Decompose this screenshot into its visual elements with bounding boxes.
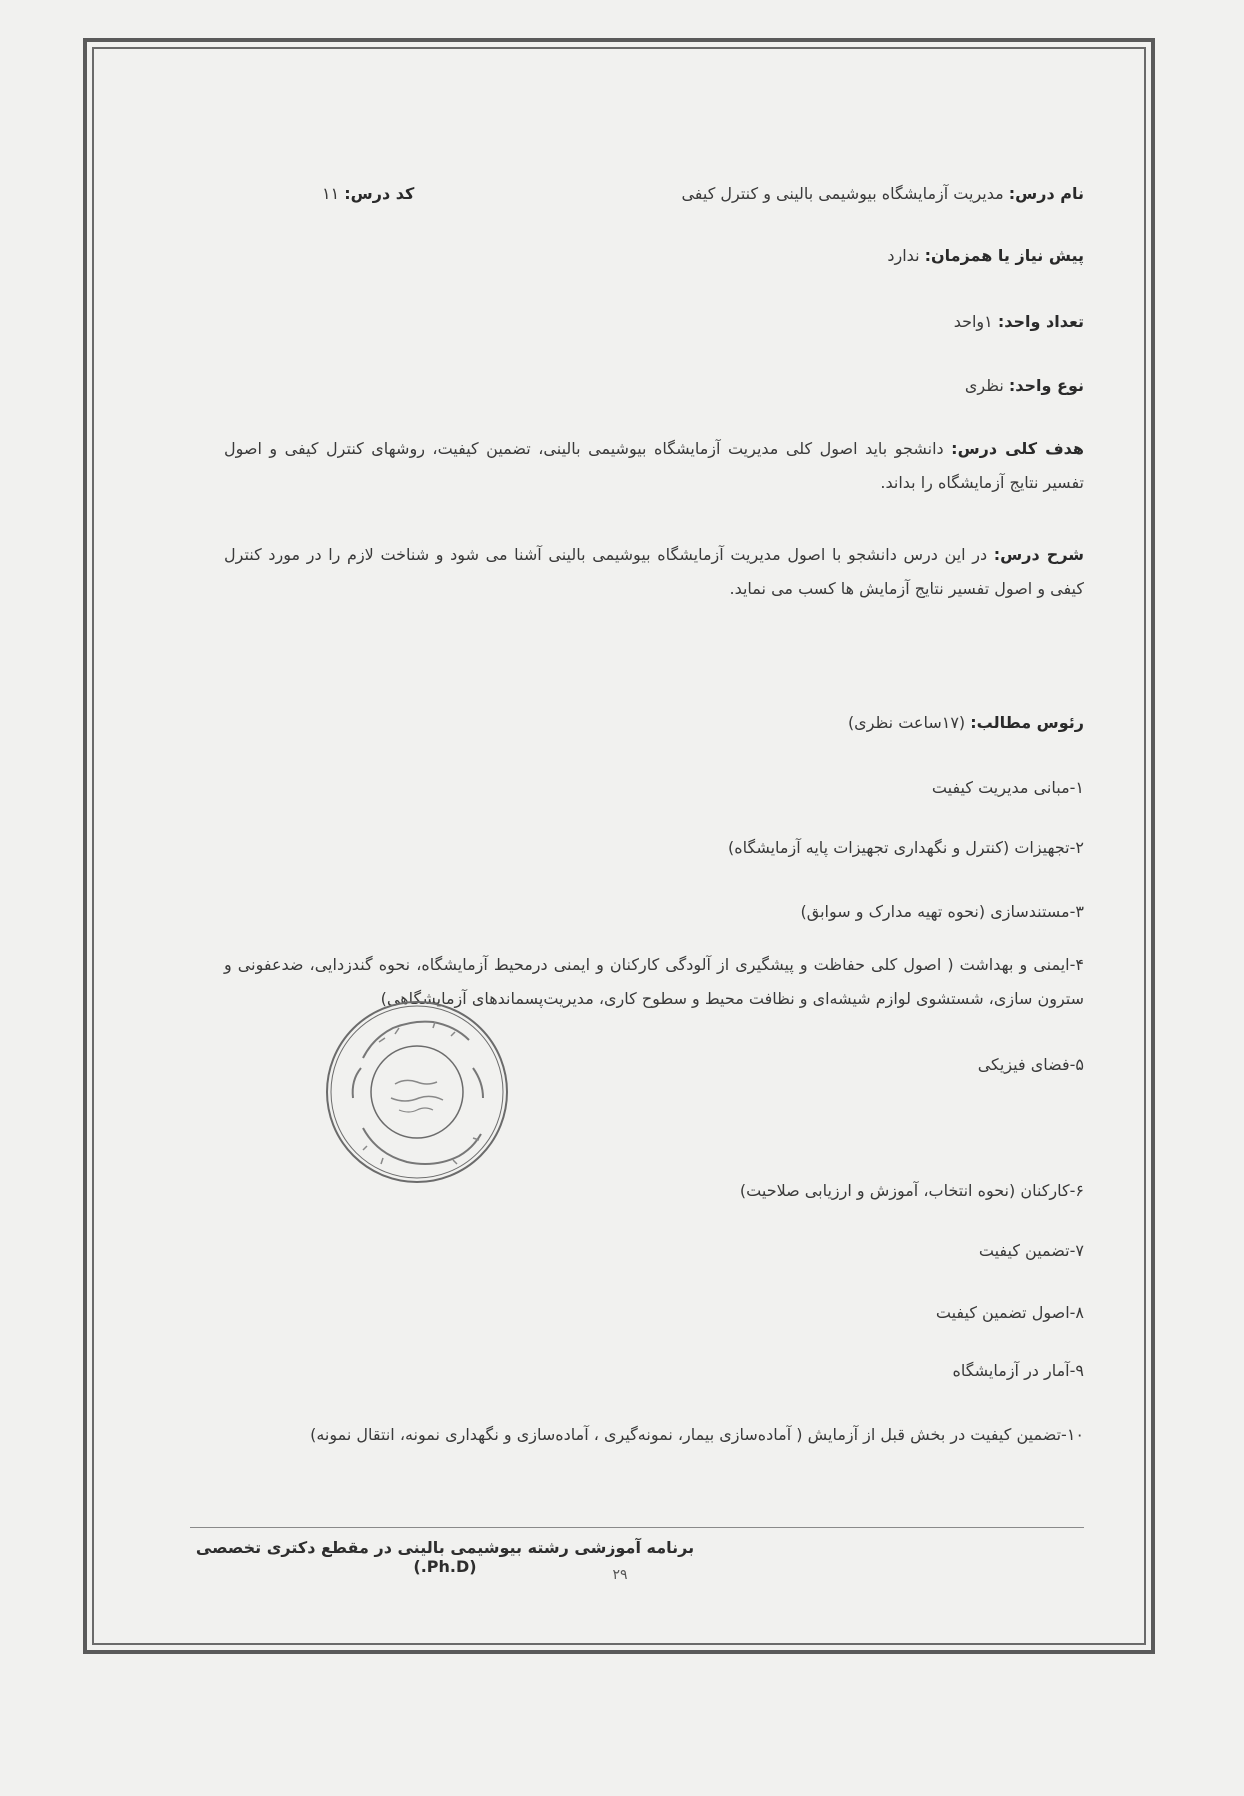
objective-label: هدف کلی درس:	[951, 439, 1085, 458]
footer-divider	[190, 1527, 1084, 1528]
objective-paragraph	[224, 432, 1084, 500]
topic-item: ۱-مبانی مدیریت کیفیت	[931, 778, 1084, 797]
topic-item: ۸-اصول تضمین کیفیت	[935, 1303, 1084, 1322]
topic-item: ۴-ایمنی و بهداشت ( اصول کلی حفاظت و پیشگیری از آلودگی کارکنان و ایمنی درمحیط آزمایشگاه، نحوه گندزدایی، ضدعفونی و سترون سازی، شستشوی لوازم شیشه‌ای و نظافت محیط و سطوح کاری، مدیریت‌پسماندهای آزمایشگاهی)	[224, 955, 1084, 1008]
topics-label: رئوس مطالب:	[970, 713, 1084, 732]
official-seal-icon	[323, 998, 511, 1186]
topic-item: ۹-آمار در آزمایشگاه	[952, 1361, 1084, 1380]
course-code-label: کد درس:	[344, 184, 415, 203]
description-label: شرح درس:	[993, 545, 1085, 564]
topics-hours: (۱۷ساعت نظری)	[847, 713, 971, 732]
prerequisite-value: ندارد	[887, 246, 925, 265]
description-text: در این درس دانشجو با اصول مدیریت آزمایشگاه بیوشیمی بالینی آشنا می شود و شناخت لازم را در مورد کنترل کیفی و اصول تفسیر نتایج آزمایش ها کسب می نماید.	[224, 545, 1084, 598]
unit-type-label: نوع واحد:	[1008, 376, 1084, 395]
course-code-line	[322, 184, 414, 203]
topic-item: ۳-مستندسازی (نحوه تهیه مدارک و سوابق)	[800, 902, 1084, 921]
units-line	[954, 312, 1084, 331]
topic-item: ۵-فضای فیزیکی	[977, 1055, 1084, 1074]
footer-program-title: برنامه آموزشی رشته بیوشیمی بالینی در مقطع دکتری تخصصی (Ph.D.)	[195, 1538, 695, 1576]
course-name-value: مدیریت آزمایشگاه بیوشیمی بالینی و کنترل کیفی	[681, 184, 1009, 203]
units-value: ۱واحد	[953, 312, 998, 331]
topic-item: ۲-تجهیزات (کنترل و نگهداری تجهیزات پایه آزمایشگاه)	[727, 838, 1084, 857]
objective-text: دانشجو باید اصول کلی مدیریت آزمایشگاه بیوشیمی بالینی، تضمین کیفیت، روشهای کنترل کیفی و اصول تفسیر نتایج آزمایشگاه را بداند.	[224, 439, 1084, 492]
prerequisite-line	[887, 246, 1084, 265]
unit-type-value: نظری	[964, 376, 1009, 395]
description-paragraph	[224, 538, 1084, 606]
topics-heading	[848, 713, 1084, 732]
course-code-value: ۱۱	[322, 184, 345, 203]
topic-item: ۱۰-تضمین کیفیت در بخش قبل از آزمایش ( آماده‌سازی بیمار، نمونه‌گیری ، آماده‌سازی و نگهداری نمونه، انتقال نمونه)	[310, 1425, 1084, 1444]
course-name-label: نام درس:	[1008, 184, 1084, 203]
units-label: تعداد واحد:	[997, 312, 1084, 331]
prerequisite-label: پیش نیاز یا همزمان:	[924, 246, 1084, 265]
page-number: ۲۹	[612, 1567, 628, 1583]
topic-item: ۷-تضمین کیفیت	[978, 1241, 1084, 1260]
topic-item: ۶-کارکنان (نحوه انتخاب، آموزش و ارزیابی صلاحیت)	[739, 1181, 1084, 1200]
course-name-line	[681, 184, 1084, 203]
unit-type-line	[965, 376, 1084, 395]
